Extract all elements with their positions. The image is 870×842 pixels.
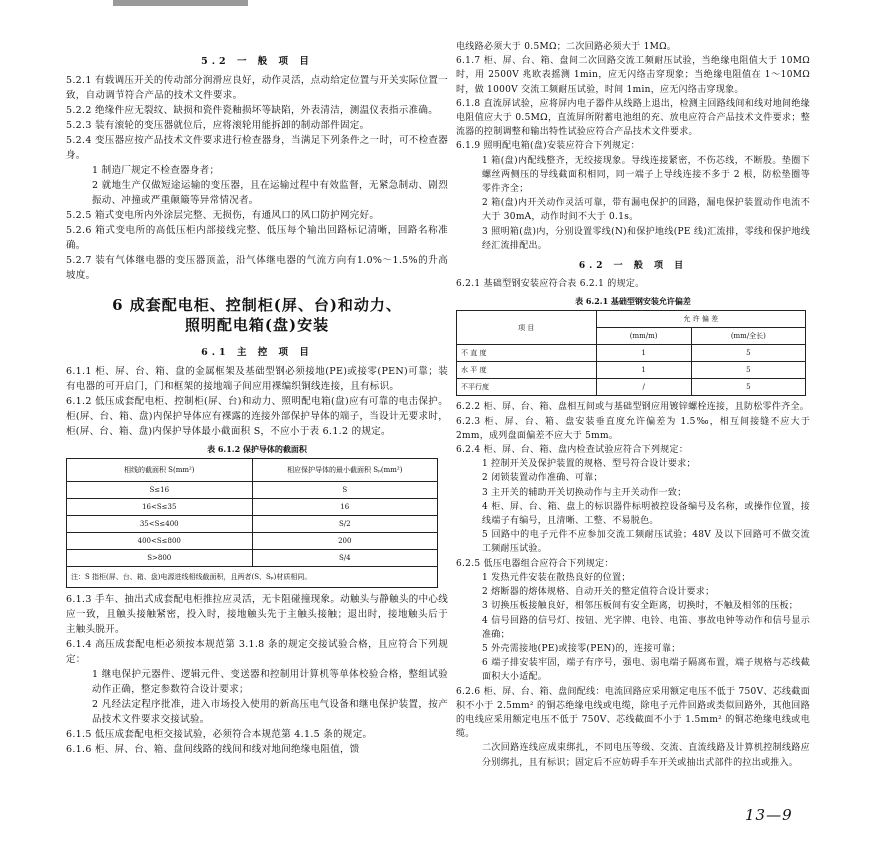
paragraph: 6.2.6 柜、屏、台、箱、盘间配线：电流回路应采用额定电压不低于 750V、芯线截面积不小于 2.5mm² 的铜芯绝缘电线或电缆，除电子元件回路或类似回路外，其他回路的电线应采用额定电压不低于 750V、芯线截面不小于 1.5mm² 的铜芯绝缘电线或电缆。 bbox=[456, 686, 810, 740]
paragraph: 二次回路连线应成束绑扎，不同电压等级、交流、直流线路及计算机控制线路应分别绑扎，且有标识；固定后不应妨碍手车开关或抽出式部件的拉出或推入。 bbox=[482, 743, 810, 768]
list-item: 5 回路中的电子元件不应参加交流工频耐压试验；48V 及以下回路可不做交流工频耐压试验。 bbox=[482, 530, 810, 555]
table-cell: S>800 bbox=[67, 550, 253, 567]
table-header-cell: 项 目 bbox=[457, 311, 597, 345]
paragraph: 5.2.1 有载调压开关的传动部分润滑应良好，动作灵活，点动给定位置与开关实际位置一致，自动调节符合产品的技术文件要求。 bbox=[66, 75, 448, 101]
table-row bbox=[457, 345, 806, 362]
list-item: 3 主开关的辅助开关切换动作与主开关动作一致； bbox=[482, 487, 687, 498]
right-column bbox=[456, 0, 810, 770]
list-item: 2 就地生产仅做短途运输的变压器，且在运输过程中有效监督，无紧急制动、剧烈振动、冲撞或严重颠簸等异常情况者。 bbox=[92, 180, 448, 206]
paragraph: 5.2.3 装有滚轮的变压器就位后，应将滚轮用能拆卸的制动部件固定。 bbox=[66, 120, 370, 131]
table-cell: 400<S≤800 bbox=[67, 533, 253, 550]
table-cell: S bbox=[252, 482, 438, 499]
table-header-cell: 相应保护导体的最小截面积 Sₚ(mm²) bbox=[252, 459, 438, 482]
paragraph: 6.1.8 直流屏试验，应将屏内电子器件从线路上退出，检测主回路线间和线对地间绝缘电阻值应大于 0.5MΩ，直流屏所附蓄电池组的充、放电应符合产品技术文件要求；整流器的控制调整和输出特性试验应符合产品技术文件要求。 bbox=[456, 98, 810, 138]
list-item: 2 熔断器的熔体规格、自动开关的整定值符合设计要求； bbox=[482, 587, 715, 598]
table-cell: S/4 bbox=[252, 550, 438, 567]
paragraph: 电线路必须大于 0.5MΩ；二次回路必须大于 1MΩ。 bbox=[456, 42, 677, 52]
table-cell: S≤16 bbox=[67, 482, 253, 499]
paragraph: 6.1.9 照明配电箱(盘)安装应符合下列规定： bbox=[456, 141, 640, 152]
list-item: 2 闭锁装置动作准确、可靠； bbox=[482, 473, 603, 484]
list-item: 3 照明箱(盘)内，分别设置零线(N)和保护地线(PE 线)汇流排，零线和保护地线经汇流排配出。 bbox=[482, 226, 810, 251]
paragraph: 6.1.7 柜、屏、台、箱、盘间二次回路交流工频耐压试验，当绝缘电阻值大于 10MΩ 时，用 2500V 兆欧表摇测 1min，应无闪络击穿现象；当绝缘电阻值在 1～10MΩ 时，做 1000V 交流工频耐压试验，时间 1min，应无闪络击穿现象。 bbox=[456, 56, 810, 95]
paragraph: 6.1.2 低压成套配电柜、控制柜(屏、台)和动力、照明配电箱(盘)应有可靠的电击保护。柜(屏、台、箱、盘)内保护导体应有裸露的连接外部保护导体的端子，当设计无要求时，柜(屏、台、箱、盘)内保护导体最小截面积 S，不应小于表 6.1.2 的规定。 bbox=[66, 396, 448, 437]
table-header-row bbox=[67, 459, 438, 482]
table-row bbox=[457, 362, 806, 379]
paragraph: 5.2.4 变压器应按产品技术文件要求进行检查器身，当满足下列条件之一时，可不检查器身。 bbox=[66, 135, 448, 161]
table-row bbox=[67, 533, 438, 550]
list-item: 1 箱(盘)内配线整齐，无绞接现象。导线连接紧密，不伤芯线，不断股。垫圈下螺丝两侧压的导线截面积相同，同一端子上导线连接不多于 2 根，防松垫圈等零件齐全； bbox=[482, 155, 810, 195]
table-row bbox=[457, 379, 806, 396]
paragraph: 6.1.6 柜、屏、台、箱、盘间线路的线间和线对地间绝缘电阻值，馈 bbox=[66, 744, 360, 755]
list-item: 5 外壳需接地(PE)或接零(PEN)的，连接可靠； bbox=[482, 643, 681, 654]
table-cell: 5 bbox=[691, 362, 805, 379]
paragraph: 6.2.2 柜、屏、台、箱、盘相互间或与基础型钢应用镀锌螺栓连接，且防松零件齐全。 bbox=[456, 402, 810, 413]
table-note-row bbox=[67, 567, 438, 588]
table-header-cell: 允 许 偏 差 bbox=[596, 311, 805, 328]
paragraph: 5.2.6 箱式变电所的高低压柜内部接线完整、低压每个输出回路标记清晰，回路名称准确。 bbox=[66, 225, 448, 251]
list-item: 6 端子排安装牢固，端子有序号，强电、弱电端子隔离布置，端子规格与芯线截面积大小适配。 bbox=[482, 658, 810, 683]
list-item: 2 凡经法定程序批准，进入市场投入使用的新高压电气设备和继电保护装置，按产品技术文件要求交接试验。 bbox=[92, 699, 448, 725]
table-6-2-1 bbox=[456, 310, 806, 396]
paragraph: 6.1.4 高压成套配电柜必须按本规范第 3.1.8 条的规定交接试验合格，且应符合下列规定： bbox=[66, 639, 448, 665]
table-caption: 表 6.2.1 基础型钢安装允许偏差 bbox=[575, 296, 691, 307]
table-cell: 35<S≤400 bbox=[67, 516, 253, 533]
paragraph: 5.2.7 装有气体继电器的变压器顶盖，沿气体继电器的气流方向有1.0%～1.5%的升高坡度。 bbox=[66, 255, 448, 281]
list-item: 3 切换压板接触良好，相邻压板间有安全距离，切换时，不触及相邻的压板； bbox=[482, 601, 799, 612]
table-row bbox=[67, 550, 438, 567]
table-row bbox=[67, 499, 438, 516]
table-cell: 16<S≤35 bbox=[67, 499, 253, 516]
table-cell: 1 bbox=[596, 345, 691, 362]
list-item: 1 继电保护元器件、逻辑元件、变送器和控制用计算机等单体校验合格，整组试验动作正确，整定参数符合设计要求； bbox=[92, 669, 448, 695]
paragraph: 6.1.1 柜、屏、台、箱、盘的金属框架及基础型钢必须接地(PE)或接零(PEN)可靠；装有电器的可开启门，门和框架的接地端子间应用裸编织铜线连接，且有标识。 bbox=[66, 366, 448, 392]
table-caption: 表 6.1.2 保护导体的截面积 bbox=[207, 444, 307, 454]
list-item: 1 制造厂规定不检查器身者； bbox=[92, 165, 220, 176]
list-item: 2 箱(盘)内开关动作灵活可靠，带有漏电保护的回路，漏电保护装置动作电流不大于 30mA，动作时间不大于 0.1s。 bbox=[482, 198, 810, 223]
chapter-title: 6 成套配电柜、控制柜(屏、台)和动力、 bbox=[112, 296, 402, 314]
table-cell: 1 bbox=[596, 362, 691, 379]
table-cell: 水 平 度 bbox=[457, 362, 597, 379]
list-item: 1 控制开关及保护装置的规格、型号符合设计要求； bbox=[482, 459, 696, 470]
table-cell: 不 直 度 bbox=[457, 345, 597, 362]
paragraph: 6.1.5 低压成套配电柜交接试验，必须符合本规范第 4.1.5 条的规定。 bbox=[66, 729, 373, 740]
table-header-cell: (mm/全长) bbox=[691, 328, 805, 345]
table-header-cell: 相线的截面积 S(mm²) bbox=[67, 459, 253, 482]
table-cell: 不平行度 bbox=[457, 379, 597, 396]
paragraph: 5.2.2 绝缘件应无裂纹、缺损和瓷件瓷釉损坏等缺陷，外表清洁，测温仪表指示准确。 bbox=[66, 105, 438, 116]
table-cell: / bbox=[596, 379, 691, 396]
paragraph: 6.2.4 柜、屏、台、箱、盘内检查试验应符合下列规定： bbox=[456, 445, 689, 456]
table-6-1-2 bbox=[66, 458, 438, 588]
chapter-title: 照明配电箱(盘)安装 bbox=[184, 316, 330, 334]
table-cell: 16 bbox=[252, 499, 438, 516]
left-column bbox=[66, 0, 448, 757]
paragraph: 6.1.3 手车、抽出式成套配电柜推拉应灵活，无卡阻碰撞现象。动触头与静触头的中心线应一致，且触头接触紧密，投入时，接地触头先于主触头接触；退出时，接地触头后于主触头脱开。 bbox=[66, 594, 448, 635]
list-item: 4 信号回路的信号灯、按钮、光字牌、电铃、电笛、事故电钟等动作和信号显示准确； bbox=[482, 615, 810, 640]
section-heading: 6.1 主 控 项 目 bbox=[201, 347, 313, 358]
paragraph: 6.2.1 基础型钢安装应符合表 6.2.1 的规定。 bbox=[456, 279, 645, 290]
paragraph: 6.2.5 低压电器组合应符合下列规定： bbox=[456, 558, 614, 569]
section-heading: 5.2 一 般 项 目 bbox=[201, 56, 313, 67]
table-note: 注：S 指柜(屏、台、箱、盘)电源进线相线截面积，且两者(S、Sₚ)材质相同。 bbox=[67, 567, 438, 588]
table-cell: 5 bbox=[691, 345, 805, 362]
table-row bbox=[67, 482, 438, 499]
table-row bbox=[67, 516, 438, 533]
list-item: 1 发热元件安装在散热良好的位置； bbox=[482, 572, 631, 583]
table-cell: 5 bbox=[691, 379, 805, 396]
page-number: 13—9 bbox=[745, 806, 793, 824]
paragraph: 5.2.5 箱式变电所内外涂层完整、无损伤，有通风口的风口防护网完好。 bbox=[66, 210, 380, 221]
table-cell: 200 bbox=[252, 533, 438, 550]
paragraph: 6.2.3 柜、屏、台、箱、盘安装垂直度允许偏差为 1.5‰，相互间接缝不应大于 2mm，成列盘面偏差不应大于 5mm。 bbox=[456, 416, 810, 441]
list-item: 4 柜、屏、台、箱、盘上的标识器件标明被控设备编号及名称，或操作位置，接线端子有编号，且清晰、工整、不易脱色。 bbox=[482, 501, 810, 527]
table-header-cell: (mm/m) bbox=[596, 328, 691, 345]
table-header-row bbox=[457, 311, 806, 328]
section-heading: 6.2 一 般 项 目 bbox=[578, 261, 688, 272]
table-cell: S/2 bbox=[252, 516, 438, 533]
